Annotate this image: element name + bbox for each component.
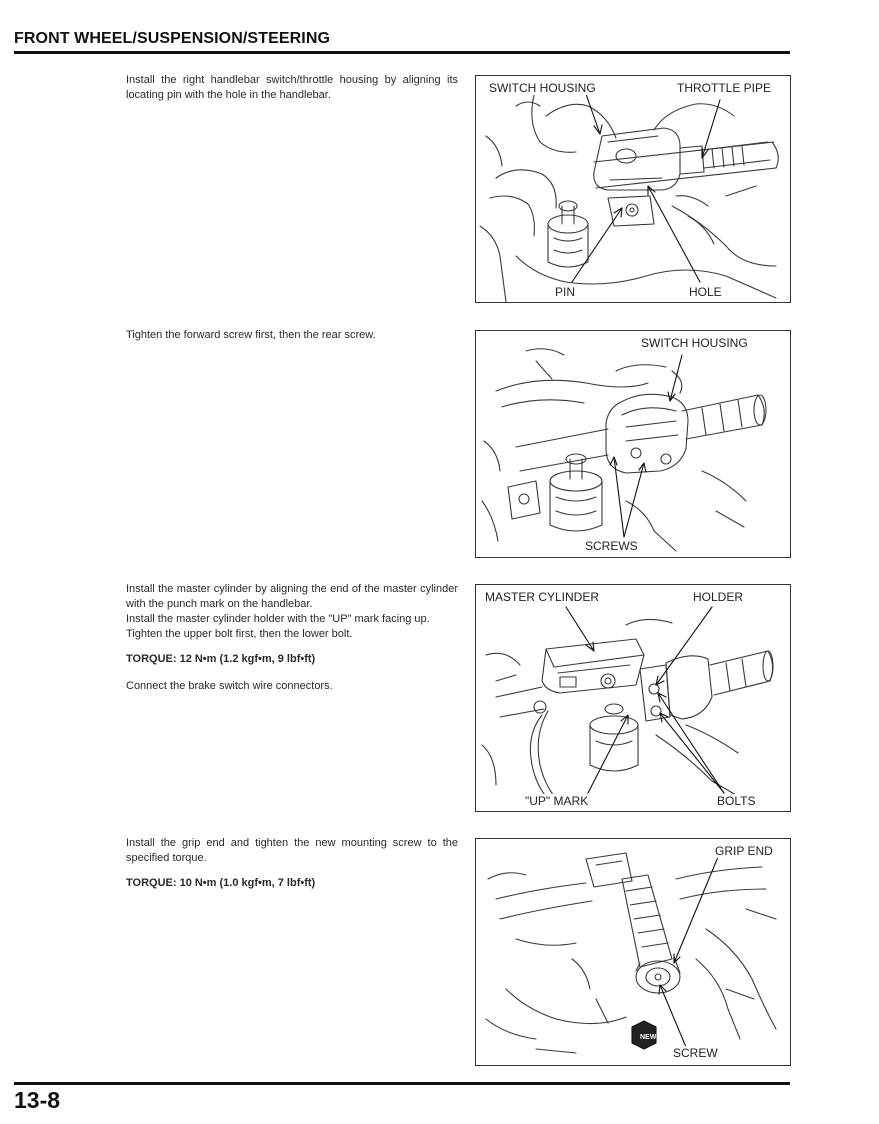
step-2-paragraph: Tighten the forward screw first, then the rear screw. (126, 329, 376, 341)
label-screws: SCREWS (585, 539, 638, 553)
page-number: 13-8 (14, 1087, 61, 1113)
step-3-paragraph-2: Install the master cylinder holder with the "UP" mark facing up. (126, 613, 430, 625)
master-cylinder-illustration (476, 585, 790, 811)
switch-housing-illustration (476, 76, 790, 302)
step-3-paragraph-3: Tighten the upper bolt first, then the lower bolt. (126, 628, 353, 640)
step-1-paragraph: Install the right handlebar switch/throttle housing by aligning its locating pin with the hole in the handlebar. (126, 74, 458, 101)
label-holder: HOLDER (693, 590, 744, 604)
switch-screws-illustration (476, 331, 790, 557)
label-switch-housing: SWITCH HOUSING (489, 81, 596, 95)
footer-rule (14, 1082, 790, 1085)
step-4-torque-spec: TORQUE: 10 N•m (1.0 kgf•m, 7 lbf•ft) (126, 877, 316, 889)
label-switch-housing-2: SWITCH HOUSING (641, 336, 748, 350)
figure-switch-housing-install (475, 75, 791, 303)
label-screw: SCREW (673, 1046, 718, 1060)
label-pin: PIN (555, 285, 576, 299)
step-3-paragraph-1: Install the master cylinder by aligning the end of the master cylinder with the punch mark on the handlebar. (126, 583, 458, 610)
label-bolts: BOLTS (717, 794, 756, 808)
label-up-mark: "UP" MARK (525, 794, 589, 808)
step-1-instructions (126, 73, 458, 103)
label-hole: HOLE (689, 285, 722, 299)
new-part-badge: NEW (640, 1034, 657, 1041)
step-3-torque-spec: TORQUE: 12 N•m (1.2 kgf•m, 9 lbf•ft) (126, 653, 316, 665)
step-3-note: Connect the brake switch wire connectors. (126, 680, 333, 692)
header-rule (14, 51, 790, 54)
label-throttle-pipe: THROTTLE PIPE (677, 81, 772, 95)
label-grip-end: GRIP END (715, 844, 773, 858)
step-2-instructions (126, 328, 458, 343)
figure-switch-screws (475, 330, 791, 558)
figure-master-cylinder (475, 584, 791, 812)
grip-end-illustration (476, 839, 790, 1065)
figure-grip-end (475, 838, 791, 1066)
label-master-cylinder: MASTER CYLINDER (485, 590, 600, 604)
step-3-instructions (126, 582, 458, 694)
step-4-paragraph: Install the grip end and tighten the new mounting screw to the specified torque. (126, 837, 458, 864)
step-4-instructions (126, 836, 458, 891)
section-title: FRONT WHEEL/SUSPENSION/STEERING (14, 30, 331, 47)
